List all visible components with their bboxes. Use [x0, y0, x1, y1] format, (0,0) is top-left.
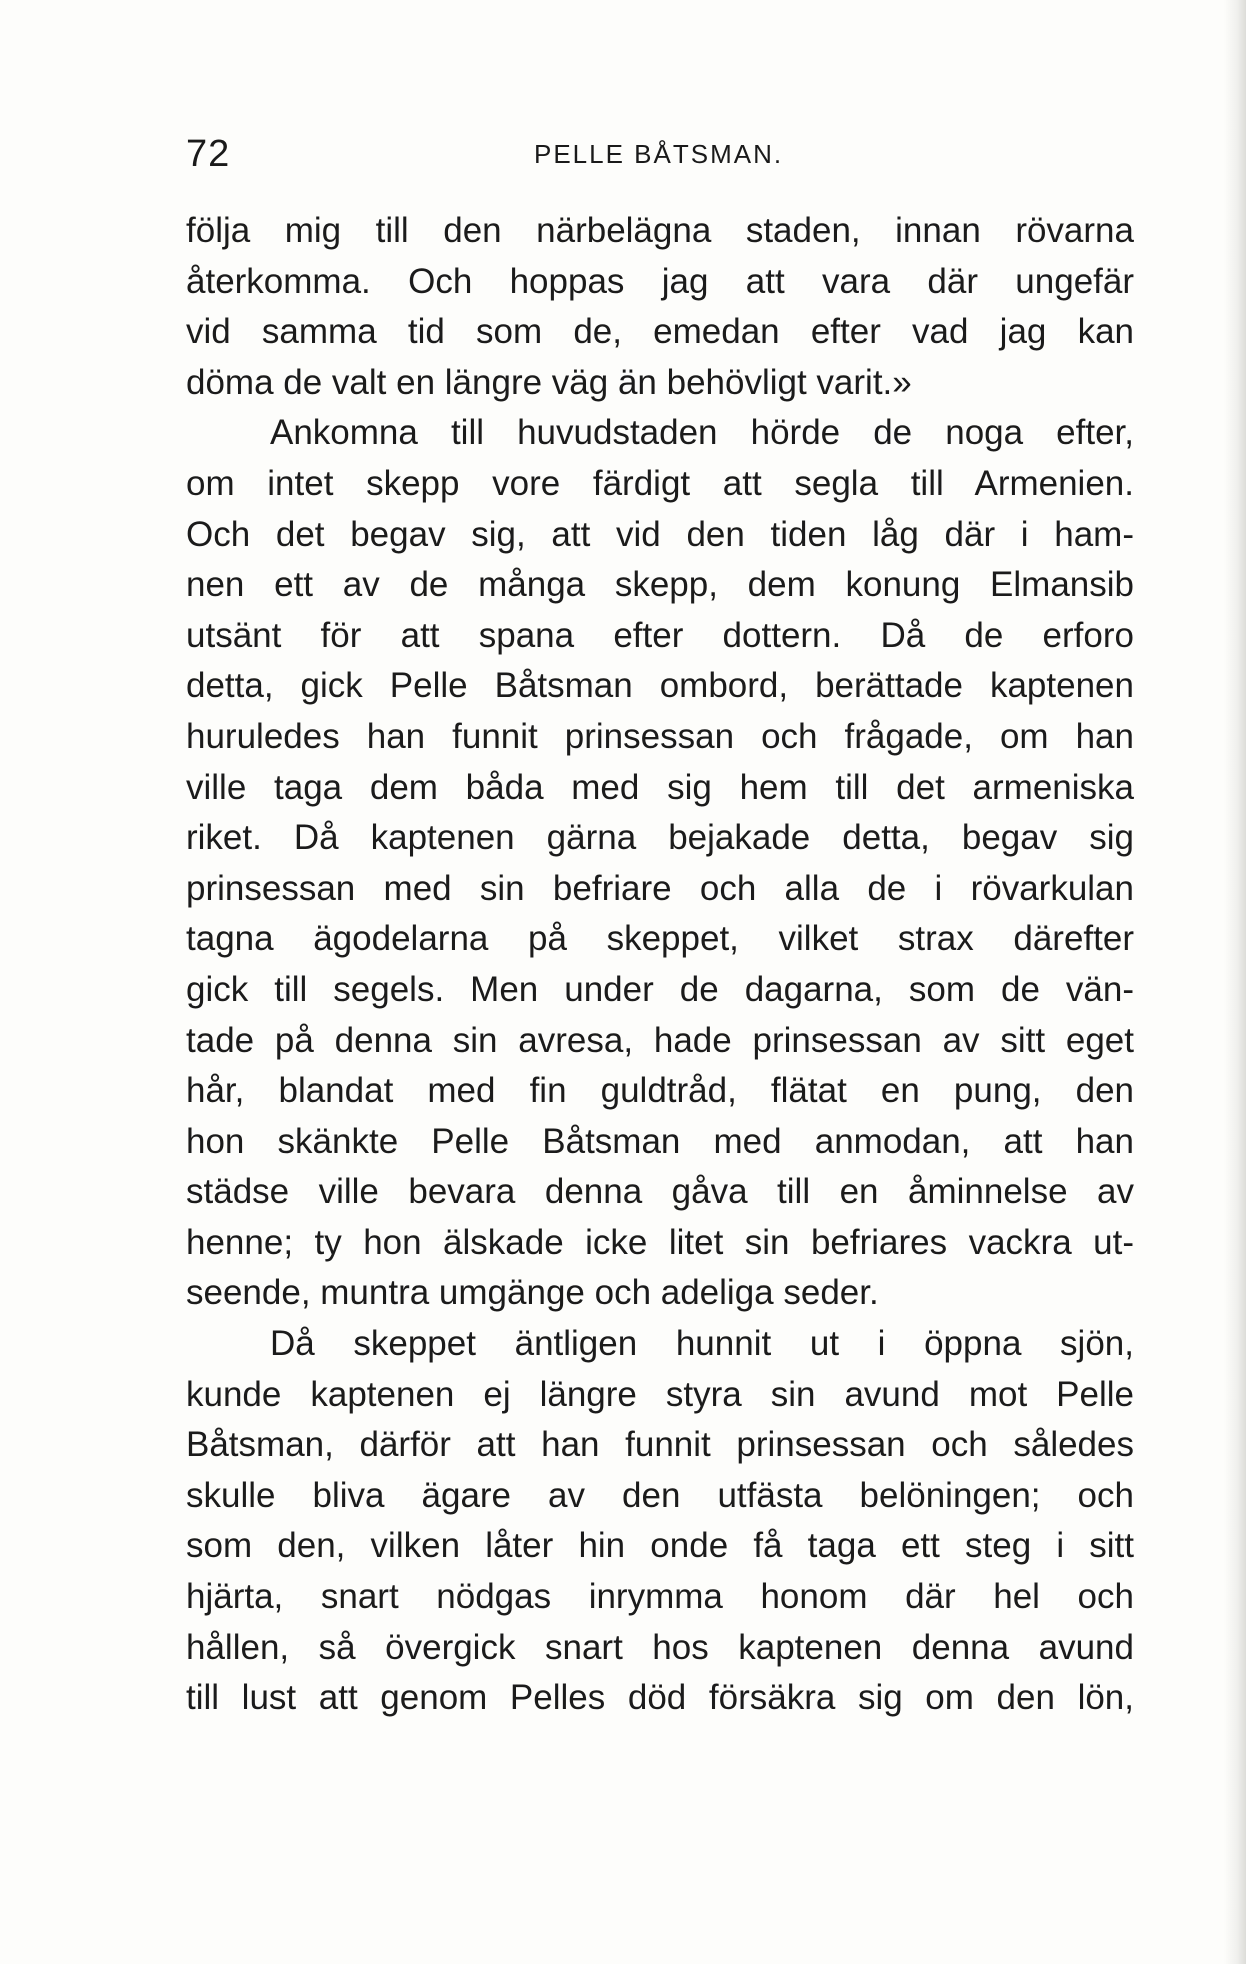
- text-line: hjärta, snart nödgas inrymma honom där hel och: [186, 1577, 1134, 1617]
- page-header: [186, 132, 1126, 176]
- text-line: prinsessan med sin befriare och alla de i rövarkulan: [186, 868, 1134, 908]
- text-line: återkomma. Och hoppas jag att vara där ungefär: [186, 261, 1134, 301]
- text-line: vid samma tid som de, emedan efter vad jag kan: [186, 312, 1134, 352]
- text-line: Båtsman, därför att han funnit prinsessan och således: [186, 1425, 1134, 1465]
- text-line: kunde kaptenen ej längre styra sin avund mot Pelle: [186, 1374, 1134, 1414]
- text-line: döma de valt en längre väg än behövligt varit.»: [186, 362, 912, 402]
- body-text: [186, 206, 1134, 1724]
- page-edge-shadow: [1224, 0, 1246, 1964]
- text-line: Och det begav sig, att vid den tiden låg där i ham-: [186, 514, 1134, 554]
- text-line: ville taga dem båda med sig hem till det armeniska: [186, 767, 1134, 807]
- text-line: följa mig till den närbelägna staden, innan rövarna: [186, 211, 1134, 250]
- text-line: nen ett av de många skepp, dem konung Elmansib: [186, 565, 1134, 605]
- text-line: om intet skepp vore färdigt att segla till Armenien.: [186, 463, 1134, 503]
- text-line: Ankomna till huvudstaden hörde de noga efter,: [270, 413, 1134, 453]
- text-line: hållen, så övergick snart hos kaptenen denna avund: [186, 1627, 1134, 1667]
- text-line: henne; ty hon älskade icke litet sin befriares vackra ut-: [186, 1222, 1134, 1262]
- text-line: riket. Då kaptenen gärna bejakade detta, begav sig: [186, 818, 1134, 858]
- text-line: seende, muntra umgänge och adeliga seder.: [186, 1273, 879, 1313]
- running-head: PELLE BÅTSMAN.: [534, 139, 784, 169]
- text-line: utsänt för att spana efter dottern. Då de erforo: [186, 615, 1134, 655]
- text-line: städse ville bevara denna gåva till en åminnelse av: [186, 1172, 1134, 1212]
- text-line: gick till segels. Men under de dagarna, som de vän-: [186, 969, 1134, 1009]
- text-line: huruledes han funnit prinsessan och frågade, om han: [186, 716, 1134, 756]
- text-line: hon skänkte Pelle Båtsman med anmodan, att han: [186, 1121, 1134, 1161]
- text-line: tagna ägodelarna på skeppet, vilket strax därefter: [186, 919, 1134, 959]
- text-line: tade på denna sin avresa, hade prinsessan av sitt eget: [186, 1020, 1134, 1060]
- text-line: hår, blandat med fin guldtråd, flätat en pung, den: [186, 1071, 1134, 1111]
- text-line: detta, gick Pelle Båtsman ombord, berättade kaptenen: [186, 666, 1134, 706]
- text-line: till lust att genom Pelles död försäkra sig om den lön,: [186, 1678, 1134, 1718]
- text-line: skulle bliva ägare av den utfästa belöningen; och: [186, 1475, 1134, 1515]
- text-line: Då skeppet äntligen hunnit ut i öppna sjön,: [270, 1324, 1134, 1364]
- page-number: 72: [186, 133, 231, 175]
- text-line: som den, vilken låter hin onde få taga ett steg i sitt: [186, 1526, 1134, 1566]
